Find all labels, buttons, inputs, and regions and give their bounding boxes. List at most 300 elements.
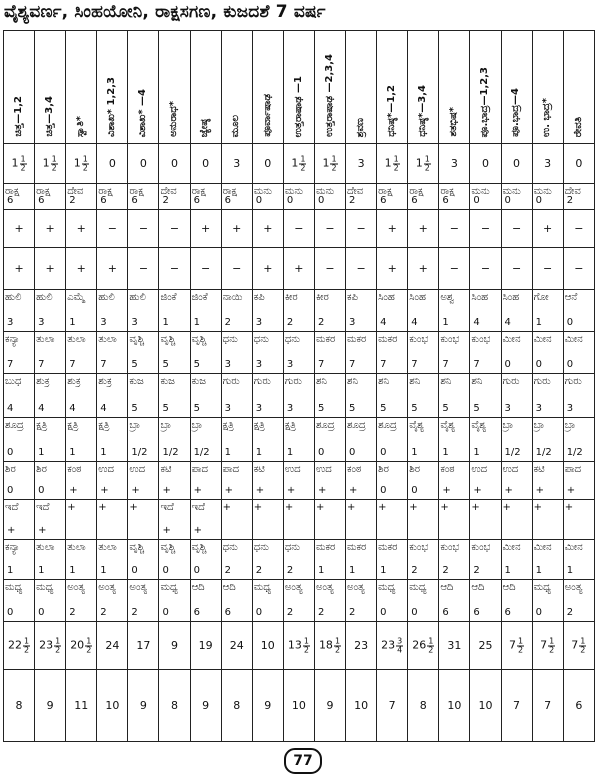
column-header-label: ಮೂಲ bbox=[230, 114, 242, 137]
cell-label: ಕಂಠ bbox=[440, 464, 455, 475]
cell-value: + bbox=[69, 484, 78, 496]
cell-label: ಅಂತ್ಯ bbox=[98, 582, 116, 593]
table-cell bbox=[283, 144, 314, 184]
table-cell bbox=[35, 332, 66, 374]
cell-label: ಗುರು bbox=[533, 376, 551, 387]
cell-label: ವೃಶ್ಚಿ bbox=[191, 542, 207, 553]
table-cell bbox=[314, 500, 345, 540]
table-cell bbox=[97, 144, 128, 184]
table-cell bbox=[470, 670, 501, 742]
cell-value: 3 bbox=[544, 156, 552, 170]
column-header-label: ಉತ್ತರಾಷಾಢ —2,3,4 bbox=[323, 54, 335, 137]
table-cell bbox=[314, 670, 345, 742]
table-cell bbox=[128, 144, 159, 184]
cell-label: ಅಂತ್ಯ bbox=[129, 582, 148, 593]
cell-label: ಕುಂಭ bbox=[440, 334, 460, 345]
table-cell bbox=[35, 418, 66, 462]
table-cell bbox=[377, 580, 408, 622]
column-header-label: ವಿಶಾಖ* 1,2,3 bbox=[106, 77, 118, 137]
table-cell bbox=[346, 144, 377, 184]
cell-value: − bbox=[574, 221, 584, 235]
cell-label: ಕನ್ಯಾ bbox=[5, 542, 20, 553]
cell-value: 1 bbox=[411, 446, 418, 458]
cell-value: 1 bbox=[380, 564, 387, 576]
cell-label: ರಾಕ್ಷ bbox=[378, 186, 393, 197]
table-cell bbox=[4, 670, 35, 742]
cell-label: ವೃಶ್ಚಿ bbox=[160, 334, 176, 345]
table-cell bbox=[377, 418, 408, 462]
cell-label: ಅಂತ್ಯ bbox=[315, 582, 334, 593]
cell-label: ಆದಿ bbox=[502, 582, 516, 593]
cell-label: ಬ್ರಾ bbox=[160, 420, 172, 431]
table-row bbox=[4, 580, 595, 622]
cell-label: ವೈಶ್ಯ bbox=[440, 420, 456, 431]
cell-value: − bbox=[511, 261, 522, 275]
cell-value: − bbox=[356, 221, 366, 235]
table-cell bbox=[346, 670, 377, 742]
table-cell bbox=[346, 248, 377, 290]
cell-value: 7 bbox=[513, 698, 521, 712]
table-cell bbox=[563, 462, 594, 500]
cell-label: ಹುಲಿ bbox=[36, 292, 53, 303]
table-cell bbox=[159, 210, 190, 248]
table-cell bbox=[221, 290, 252, 332]
column-header bbox=[97, 31, 128, 144]
column-header bbox=[346, 31, 377, 144]
cell-label: ದೇವ bbox=[347, 186, 364, 197]
cell-value: 19 bbox=[198, 638, 213, 652]
cell-value: 6 bbox=[131, 194, 138, 206]
cell-value: + bbox=[263, 221, 273, 235]
table-cell bbox=[470, 210, 501, 248]
cell-value: 6 bbox=[473, 606, 480, 618]
cell-label: ಕುಜ bbox=[160, 376, 175, 387]
table-cell bbox=[190, 580, 221, 622]
table-cell bbox=[314, 144, 345, 184]
table-cell bbox=[408, 248, 439, 290]
cell-label: ಶಿರ bbox=[5, 464, 16, 475]
cell-value: 23 bbox=[354, 638, 369, 652]
cell-label: + bbox=[222, 502, 232, 513]
table-cell bbox=[377, 332, 408, 374]
cell-value: 0 bbox=[171, 156, 179, 170]
cell-value: + bbox=[76, 261, 86, 275]
table-cell bbox=[283, 374, 314, 418]
table-cell bbox=[66, 290, 97, 332]
table-cell bbox=[470, 622, 501, 670]
cell-value: 7 bbox=[349, 358, 356, 370]
cell-value: 10 bbox=[105, 698, 120, 712]
table-cell bbox=[408, 580, 439, 622]
column-header-label: ಅನುರಾಧ* bbox=[168, 101, 180, 137]
column-header-label: ಉ. ಭಾದ್ರ* bbox=[541, 97, 553, 137]
cell-value: 1 bbox=[255, 446, 263, 458]
cell-label: + bbox=[98, 502, 107, 513]
cell-label: ಶಿರ bbox=[378, 464, 389, 475]
table-cell bbox=[159, 248, 190, 290]
cell-value: 5 bbox=[349, 402, 356, 414]
cell-value: 7 bbox=[38, 358, 45, 370]
cell-label: ಜಿಂಕೆ bbox=[191, 292, 208, 303]
cell-label: ಶುಕ್ರ bbox=[67, 376, 81, 387]
table-cell bbox=[439, 500, 470, 540]
table-cell bbox=[470, 418, 501, 462]
table-cell bbox=[221, 580, 252, 622]
cell-label: ಕನ್ಯಾ bbox=[5, 334, 20, 345]
table-cell bbox=[159, 184, 190, 210]
cell-label: ಮೀನ bbox=[502, 334, 521, 345]
cell-value: 5 bbox=[131, 358, 138, 370]
cell-value: 2 bbox=[224, 564, 232, 576]
table-cell bbox=[35, 462, 66, 500]
cell-value: 6 bbox=[442, 606, 449, 618]
cell-value: 1 1 2 bbox=[322, 154, 337, 172]
column-header bbox=[501, 31, 532, 144]
column-header-label: ಉತ್ತರಾಷಾಢ —1 bbox=[292, 75, 304, 137]
table-cell bbox=[532, 540, 563, 580]
cell-value: 0 bbox=[131, 564, 138, 576]
cell-label: ಕಂಠ bbox=[347, 464, 362, 475]
table-cell bbox=[377, 374, 408, 418]
cell-value: 2 bbox=[317, 316, 325, 328]
table-cell bbox=[221, 144, 252, 184]
cell-label: ಗುರು bbox=[253, 376, 271, 387]
cell-value: 10 bbox=[260, 638, 275, 652]
cell-label: ರಾಕ್ಷ bbox=[36, 186, 51, 197]
cell-value: + bbox=[100, 484, 109, 496]
cell-label: ಅಂತ್ಯ bbox=[564, 582, 583, 593]
table-cell bbox=[159, 290, 190, 332]
table-cell bbox=[128, 500, 159, 540]
cell-value: + bbox=[387, 221, 397, 235]
cell-value: 8 bbox=[171, 698, 179, 712]
cell-label: ಆದಿ bbox=[191, 582, 205, 593]
cell-value: − bbox=[356, 261, 366, 275]
table-cell bbox=[470, 144, 501, 184]
table-cell bbox=[346, 290, 377, 332]
table-cell bbox=[159, 500, 190, 540]
table-cell bbox=[501, 332, 532, 374]
cell-label: ಗುರು bbox=[564, 376, 582, 387]
cell-value: + bbox=[387, 261, 397, 275]
table-cell bbox=[252, 248, 283, 290]
cell-value: 0 bbox=[162, 564, 169, 576]
table-cell bbox=[563, 210, 594, 248]
cell-label: ಉದ bbox=[471, 464, 488, 475]
column-header-label: ಚಿತ್ತ—1,2 bbox=[12, 96, 24, 137]
cell-value: 1/2 bbox=[535, 446, 552, 458]
cell-value: 1 bbox=[473, 446, 480, 458]
cell-value: − bbox=[449, 261, 459, 275]
column-header-label: ಪೂ.ಭಾದ್ರ—4 bbox=[510, 88, 522, 137]
table-cell bbox=[283, 540, 314, 580]
cell-value: 0 bbox=[286, 194, 294, 206]
table-cell bbox=[563, 670, 594, 742]
cell-value: − bbox=[201, 261, 211, 275]
table-cell bbox=[532, 374, 563, 418]
cell-label: ಕಪಿ bbox=[347, 292, 358, 303]
table-cell bbox=[377, 210, 408, 248]
table-row bbox=[4, 622, 595, 670]
cell-value: 3 bbox=[255, 358, 263, 370]
cell-label: ಕ್ಷತ್ರಿ bbox=[36, 420, 48, 431]
cell-value: 10 bbox=[354, 698, 369, 712]
cell-label: ಮಧ್ಯ bbox=[253, 582, 272, 593]
cell-label: ತುಲಾ bbox=[67, 334, 86, 345]
table-row bbox=[4, 670, 595, 742]
cell-label: ಕ್ಷತ್ರಿ bbox=[222, 420, 234, 431]
cell-value: 4 bbox=[504, 316, 511, 328]
table-cell bbox=[35, 290, 66, 332]
cell-value: − bbox=[449, 221, 459, 235]
table-cell bbox=[563, 580, 594, 622]
cell-value: 6 bbox=[193, 194, 200, 206]
cell-value: + bbox=[294, 261, 304, 275]
cell-label: ಆನೆ bbox=[564, 292, 578, 303]
cell-value: 11 bbox=[74, 698, 89, 712]
cell-value: 1 1 2 bbox=[415, 154, 430, 172]
cell-value: − bbox=[480, 261, 491, 275]
cell-value: 0 bbox=[504, 194, 511, 206]
cell-label: ಮೀನ bbox=[564, 334, 583, 345]
table-cell bbox=[66, 144, 97, 184]
table-cell bbox=[35, 144, 66, 184]
table-cell bbox=[190, 540, 221, 580]
cell-label: ಕುಜ bbox=[191, 376, 206, 387]
cell-value: 2 bbox=[286, 606, 294, 618]
table-cell bbox=[97, 210, 128, 248]
cell-value: − bbox=[543, 261, 553, 275]
table-cell bbox=[532, 670, 563, 742]
cell-label: ಕ್ಷತ್ರಿ bbox=[284, 420, 296, 431]
column-header-label: ಧನಿಷ್ಠ*—1,2 bbox=[385, 85, 397, 137]
cell-value: 1 bbox=[349, 564, 356, 576]
cell-value: 22 1 2 bbox=[8, 636, 30, 654]
table-cell bbox=[252, 290, 283, 332]
table-cell bbox=[563, 290, 594, 332]
table-cell bbox=[501, 290, 532, 332]
table-cell bbox=[159, 462, 190, 500]
column-header bbox=[221, 31, 252, 144]
table-cell bbox=[532, 462, 563, 500]
table-cell bbox=[66, 248, 97, 290]
cell-value: + bbox=[131, 484, 140, 496]
table-cell bbox=[190, 500, 221, 540]
cell-value: 1 bbox=[442, 446, 449, 458]
table-cell bbox=[346, 418, 377, 462]
cell-value: 2 bbox=[473, 564, 480, 576]
cell-value: 0 bbox=[317, 446, 325, 458]
table-cell bbox=[159, 332, 190, 374]
cell-value: 0 bbox=[380, 484, 387, 496]
cell-label: ಶನಿ bbox=[347, 376, 359, 387]
table-cell bbox=[4, 184, 35, 210]
cell-value: 2 bbox=[162, 194, 169, 206]
cell-label: ಹುಲಿ bbox=[98, 292, 115, 303]
table-cell bbox=[66, 184, 97, 210]
table-cell bbox=[439, 332, 470, 374]
column-header-label: ಧನಿಷ್ಠ*—3,4 bbox=[417, 85, 429, 137]
cell-value: + bbox=[543, 221, 553, 235]
table-cell bbox=[252, 374, 283, 418]
cell-label: + bbox=[471, 502, 480, 513]
table-cell bbox=[377, 670, 408, 742]
cell-value: 7 bbox=[473, 358, 480, 370]
table-cell bbox=[283, 332, 314, 374]
cell-value: 24 bbox=[229, 638, 244, 652]
table-cell bbox=[501, 500, 532, 540]
cell-value: 0 bbox=[535, 606, 542, 618]
table-cell bbox=[128, 462, 159, 500]
table-cell bbox=[563, 332, 594, 374]
cell-label: ಮೀನ bbox=[533, 542, 552, 553]
table-cell bbox=[35, 248, 66, 290]
table-cell bbox=[97, 418, 128, 462]
table-cell bbox=[221, 462, 252, 500]
cell-label: + bbox=[533, 502, 542, 513]
table-cell bbox=[314, 622, 345, 670]
table-cell bbox=[314, 210, 345, 248]
table-cell bbox=[377, 248, 408, 290]
cell-label: ಪಾದ bbox=[191, 464, 208, 475]
cell-label: ಮೀನ bbox=[533, 334, 552, 345]
cell-value: 3 bbox=[224, 402, 232, 414]
table-cell bbox=[4, 248, 35, 290]
cell-label: ಕಟಿ bbox=[253, 464, 265, 475]
cell-value: 10 bbox=[478, 698, 493, 712]
cell-label: ವೈಶ್ಯ bbox=[409, 420, 424, 431]
cell-value: 3 bbox=[131, 316, 138, 328]
table-cell bbox=[221, 332, 252, 374]
table-cell bbox=[501, 374, 532, 418]
table-cell bbox=[377, 184, 408, 210]
cell-value: 0 bbox=[349, 446, 356, 458]
cell-label: ಮೀನ bbox=[564, 542, 583, 553]
cell-value: 0 bbox=[566, 316, 574, 328]
cell-label: ಅಶ್ವ bbox=[440, 292, 455, 303]
table-cell bbox=[314, 418, 345, 462]
cell-value: − bbox=[294, 221, 304, 235]
cell-value: + bbox=[418, 221, 428, 235]
table-cell bbox=[221, 210, 252, 248]
table-cell bbox=[408, 290, 439, 332]
cell-label: + bbox=[347, 502, 356, 513]
cell-value: 0 bbox=[411, 484, 418, 496]
cell-value: 0 bbox=[38, 484, 45, 496]
table-row bbox=[4, 210, 595, 248]
table-cell bbox=[97, 622, 128, 670]
table-cell bbox=[4, 622, 35, 670]
table-cell bbox=[252, 670, 283, 742]
cell-value: 4 bbox=[473, 316, 480, 328]
cell-label: ಪಾದ bbox=[222, 464, 240, 475]
table-cell bbox=[501, 144, 532, 184]
cell-value: 2 bbox=[69, 194, 76, 206]
table-cell bbox=[408, 500, 439, 540]
cell-value: 4 bbox=[38, 402, 45, 414]
table-cell bbox=[97, 500, 128, 540]
table-cell bbox=[221, 540, 252, 580]
cell-value: 25 bbox=[478, 638, 493, 652]
table-cell bbox=[346, 622, 377, 670]
cell-value: 18 1 2 bbox=[318, 636, 341, 654]
cell-label: ಬ್ರಾ bbox=[502, 420, 514, 431]
table-row bbox=[4, 462, 595, 500]
cell-value: 9 bbox=[264, 698, 272, 712]
table-cell bbox=[4, 540, 35, 580]
table-cell bbox=[314, 332, 345, 374]
cell-value: 1 bbox=[193, 316, 200, 328]
table-cell bbox=[190, 418, 221, 462]
cell-value: − bbox=[169, 221, 180, 235]
cell-value: 1/2 bbox=[566, 446, 583, 458]
cell-value: + bbox=[442, 484, 451, 496]
table-cell bbox=[377, 462, 408, 500]
table-cell bbox=[532, 210, 563, 248]
table-cell bbox=[97, 184, 128, 210]
cell-label: ಮಕರ bbox=[378, 334, 398, 345]
table-cell bbox=[314, 290, 345, 332]
table-cell bbox=[190, 210, 221, 248]
cell-label: ಶನಿ bbox=[471, 376, 483, 387]
cell-label: ಹುಲಿ bbox=[129, 292, 146, 303]
cell-value: 0 bbox=[264, 156, 272, 170]
table-cell bbox=[221, 500, 252, 540]
table-cell bbox=[283, 670, 314, 742]
table-cell bbox=[128, 184, 159, 210]
table-cell bbox=[439, 540, 470, 580]
table-cell bbox=[66, 580, 97, 622]
cell-value: 3 bbox=[38, 316, 45, 328]
cell-value: 0 bbox=[380, 606, 387, 618]
cell-value: 5 bbox=[193, 402, 200, 414]
cell-value: 10 bbox=[447, 698, 462, 712]
column-header bbox=[252, 31, 283, 144]
table-cell bbox=[66, 210, 97, 248]
cell-label: ಕಪಿ bbox=[253, 292, 265, 303]
cell-value: 1 bbox=[442, 316, 449, 328]
cell-label: + bbox=[440, 502, 449, 513]
cell-label: ಮಕರ bbox=[347, 542, 367, 553]
cell-label: + bbox=[129, 502, 138, 513]
cell-value: 0 bbox=[108, 156, 116, 170]
table-cell bbox=[35, 540, 66, 580]
cell-value: + bbox=[38, 524, 47, 536]
cell-label: ತುಲಾ bbox=[67, 542, 86, 553]
cell-label: ಕ್ಷತ್ರಿ bbox=[98, 420, 110, 431]
cell-label: + bbox=[67, 502, 76, 513]
table-cell bbox=[283, 248, 314, 290]
cell-value: 0 bbox=[575, 156, 583, 170]
cell-label: ಆದಿ bbox=[440, 582, 454, 593]
cell-value: 5 bbox=[131, 402, 138, 414]
cell-value: 4 bbox=[380, 316, 387, 328]
cell-label: ಇದೆ bbox=[5, 502, 19, 513]
table-cell bbox=[128, 374, 159, 418]
table-cell bbox=[377, 144, 408, 184]
table-cell bbox=[4, 210, 35, 248]
cell-value: 5 bbox=[317, 402, 325, 414]
cell-value: 3 bbox=[357, 156, 365, 170]
table-cell bbox=[532, 184, 563, 210]
table-cell bbox=[501, 580, 532, 622]
cell-label: ಕುಂಭ bbox=[471, 334, 491, 345]
cell-value: 5 bbox=[162, 402, 169, 414]
table-cell bbox=[439, 462, 470, 500]
cell-value: 1 bbox=[7, 564, 14, 576]
table-cell bbox=[283, 622, 314, 670]
cell-value: 0 bbox=[473, 194, 480, 206]
